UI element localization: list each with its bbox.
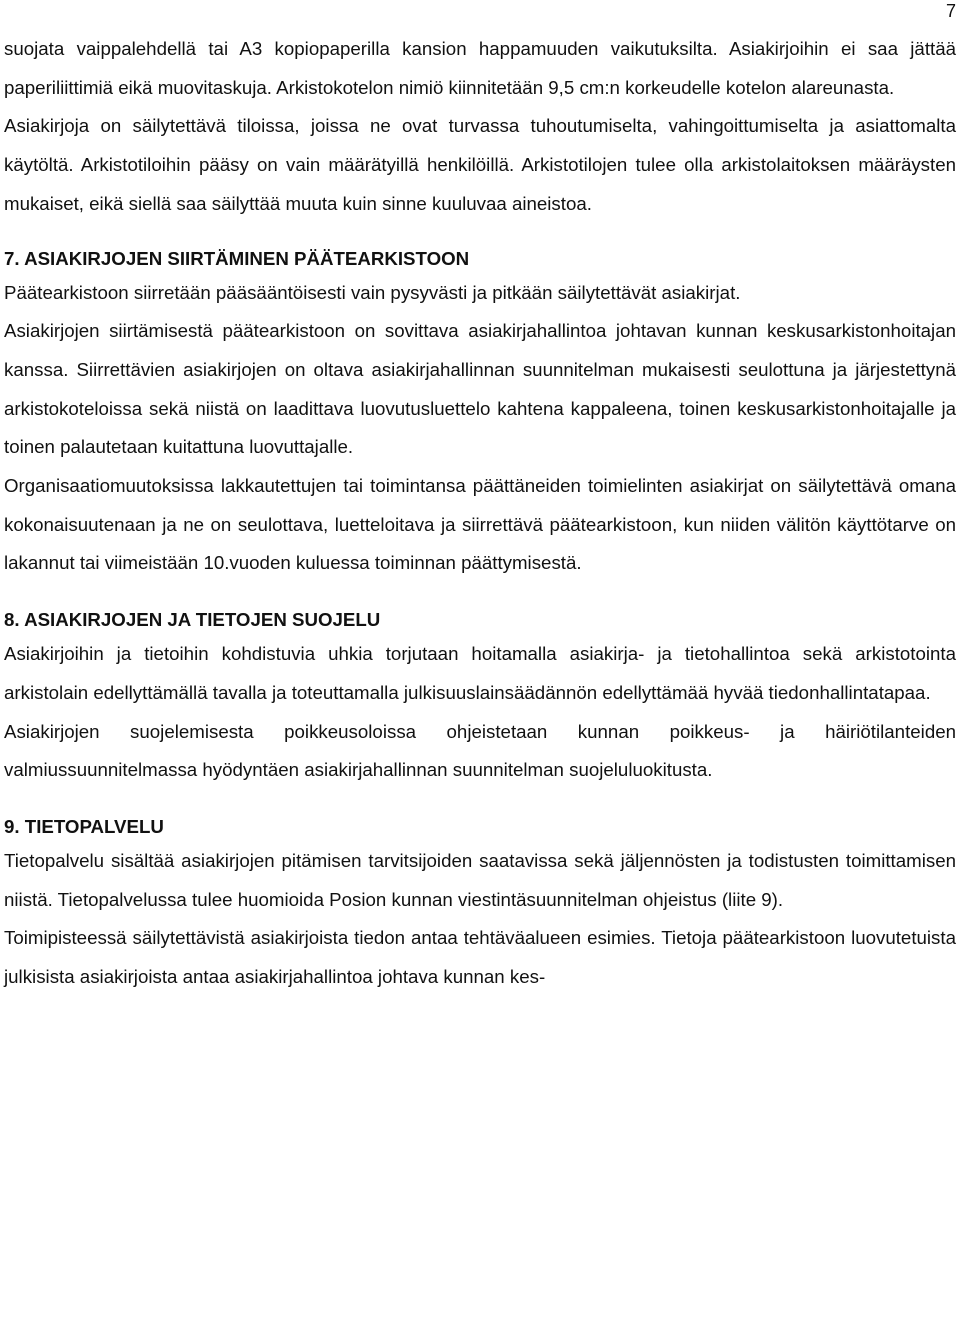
paragraph-archive-box: suojata vaippalehdellä tai A3 kopiopaperilla kansion happamuuden vaikutuksilta. Asiakirjoihin ei saa jättää paperiliittimiä eikä muovitaskuja. Arkistokotelon nimiö kiinnitetään 9,5 cm:n korkeudelle kotelon alareunasta. bbox=[4, 38, 956, 98]
section-heading-information-service: 9. TIETOPALVELU bbox=[4, 815, 164, 837]
paragraph-organisation-changes: Organisaatiomuutoksissa lakkautettujen tai toimintansa päättäneiden toimielinten asiakirjat on säilytettävä omana kokonaisuutenaan ja ne on seulottava, luetteloitava ja siirrettävä päätearkistoon, kun niiden välitön käyttötarve on lakannut tai viimeistään 10.vuoden kuluessa toiminnan päättymisestä. bbox=[4, 475, 956, 574]
paragraph-office-records: Toimipisteessä säilytettävistä asiakirjoista tiedon antaa tehtäväalueen esimies. Tietoja päätearkistoon luovutetuista julkisista asiakirjoista antaa asiakirjahallintoa johtava kunnan kes- bbox=[4, 927, 956, 988]
paragraph-threats: Asiakirjoihin ja tietoihin kohdistuvia uhkia torjutaan hoitamalla asiakirja- ja tietohallintoa sekä arkistotointa arkistolain edellyttämällä tavalla ja toteuttamalla julkisuuslainsäädännön edellyttämää hyvää tiedonhallintatapaa. bbox=[4, 643, 956, 703]
section-heading-transfer: 7. ASIAKIRJOJEN SIIRTÄMINEN PÄÄTEARKISTOON bbox=[4, 247, 470, 269]
paragraph-transfer-permanent: Päätearkistoon siirretään pääsääntöisesti vain pysyvästi ja pitkään säilytettävät asiakirjat. bbox=[4, 281, 741, 303]
paragraph-emergency-protection: Asiakirjojen suojelemisesta poikkeusoloissa ohjeistetaan kunnan poikkeus- ja häiriötilanteiden valmiussuunnitelmassa hyödyntäen asiakirjahallinnan suunnitelman suojeluluokitusta. bbox=[4, 720, 956, 781]
paragraph-information-service: Tietopalvelu sisältää asiakirjojen pitämisen tarvitsijoiden saatavissa sekä jäljennösten ja todistusten toimittamisen niistä. Tietopalvelussa tulee huomioida Posion kunnan viestintäsuunnitelman ohjeistus (liite 9). bbox=[4, 849, 956, 910]
paragraph-transfer-agreement: Asiakirjojen siirtämisestä päätearkistoon on sovittava asiakirjahallintoa johtavan kunnan keskusarkistonhoitajan kanssa. Siirrettävien asiakirjojen on oltava asiakirjahallinnan suunnitelman mukaisesti seulottuna ja järjestettynä arkistokoteloissa sekä niistä on laadittava luovutusluettelo kahtena kappaleena, toinen keskusarkistonhoitajalle ja toinen palautetaan kuitattuna luovuttajalle. bbox=[4, 320, 956, 458]
page-number: 7 bbox=[945, 1, 956, 21]
section-heading-protection: 8. ASIAKIRJOJEN JA TIETOJEN SUOJELU bbox=[4, 609, 381, 631]
paragraph-storage-rooms: Asiakirjoja on säilytettävä tiloissa, joissa ne ovat turvassa tuhoutumiselta, vahingoittumiselta ja asiattomalta käytöltä. Arkistotiloihin pääsy on vain määrätyillä henkilöillä. Arkistotilojen tulee olla arkistolaitoksen määräysten mukaiset, eikä siellä saa säilyttää muuta kuin sinne kuuluvaa aineistoa. bbox=[4, 115, 956, 214]
document-body bbox=[4, 30, 956, 997]
